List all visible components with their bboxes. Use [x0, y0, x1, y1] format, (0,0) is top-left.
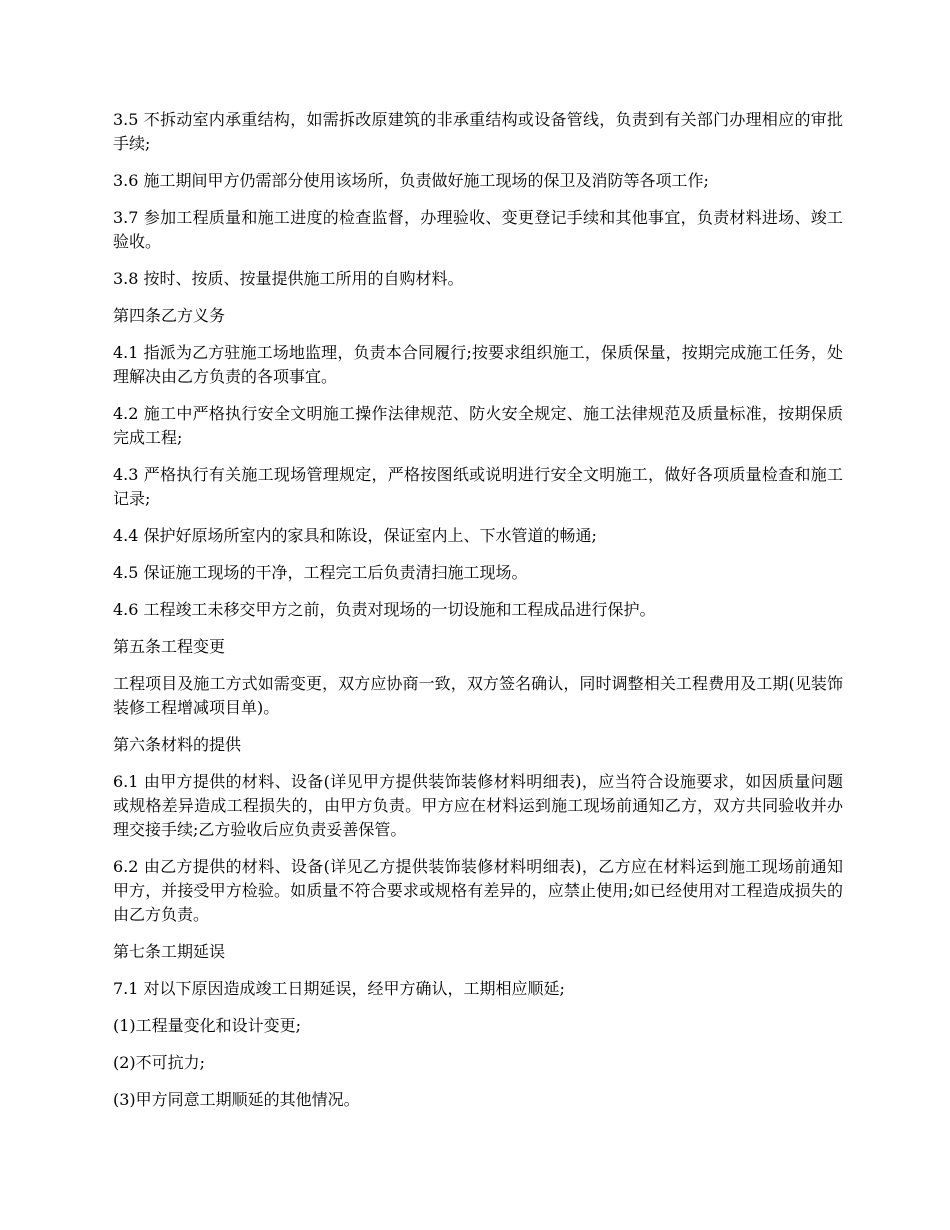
- article-4-heading: 第四条乙方义务: [113, 306, 226, 325]
- article-7-heading: 第七条工期延误: [113, 942, 226, 961]
- clause-4-6: 4.6 工程竣工未移交甲方之前，负责对现场的一切设施和工程成品进行保护。: [113, 600, 656, 619]
- clause-7-1: 7.1 对以下原因造成竣工日期延误，经甲方确认，工期相应顺延;: [113, 979, 565, 998]
- clause-4-2: 4.2 施工中严格执行安全文明施工操作法律规范、防火安全规定、施工法律规范及质量标准，按期保质完成工程;: [113, 404, 843, 447]
- article-5-body: 工程项目及施工方式如需变更，双方应协商一致，双方签名确认，同时调整相关工程费用及工期(见装饰装修工程增减项目单)。: [113, 674, 843, 717]
- clause-7-1-item-2: (2)不可抗力;: [113, 1053, 206, 1072]
- clause-7-1-item-1: (1)工程量变化和设计变更;: [113, 1016, 302, 1035]
- clause-3-7: 3.7 参加工程质量和施工进度的检查监督，办理验收、变更登记手续和其他事宜，负责材料进场、竣工验收。: [113, 208, 843, 251]
- clause-3-6: 3.6 施工期间甲方仍需部分使用该场所，负责做好施工现场的保卫及消防等各项工作;: [113, 171, 709, 190]
- clause-4-4: 4.4 保护好原场所室内的家具和陈设，保证室内上、下水管道的畅通;: [113, 526, 597, 545]
- clause-3-8: 3.8 按时、按质、按量提供施工所用的自购材料。: [113, 269, 464, 288]
- document-page: [113, 108, 843, 1125]
- article-6-heading: 第六条材料的提供: [113, 735, 242, 754]
- clause-4-5: 4.5 保证施工现场的干净，工程完工后负责清扫施工现场。: [113, 563, 528, 582]
- article-5-heading: 第五条工程变更: [113, 637, 226, 656]
- clause-7-1-item-3: (3)甲方同意工期顺延的其他情况。: [113, 1090, 360, 1109]
- clause-6-2: 6.2 由乙方提供的材料、设备(详见乙方提供装饰装修材料明细表)，乙方应在材料运到施工现场前通知甲方，并接受甲方检验。如质量不符合要求或规格有差异的，应禁止使用;如已经使用对工程造成损失的由乙方负责。: [113, 857, 843, 924]
- clause-3-5: 3.5 不拆动室内承重结构，如需拆改原建筑的非承重结构或设备管线，负责到有关部门办理相应的审批手续;: [113, 110, 843, 153]
- clause-4-3: 4.3 严格执行有关施工现场管理规定，严格按图纸或说明进行安全文明施工，做好各项质量检查和施工记录;: [113, 465, 843, 508]
- clause-6-1: 6.1 由甲方提供的材料、设备(详见甲方提供装饰装修材料明细表)，应当符合设施要求，如因质量问题或规格差异造成工程损失的，由甲方负责。甲方应在材料运到施工现场前通知乙方，双方共同验收并办理交接手续;乙方验收后应负责妥善保管。: [113, 772, 843, 839]
- clause-4-1: 4.1 指派为乙方驻施工场地监理，负责本合同履行;按要求组织施工，保质保量，按期完成施工任务，处理解决由乙方负责的各项事宜。: [113, 343, 843, 386]
